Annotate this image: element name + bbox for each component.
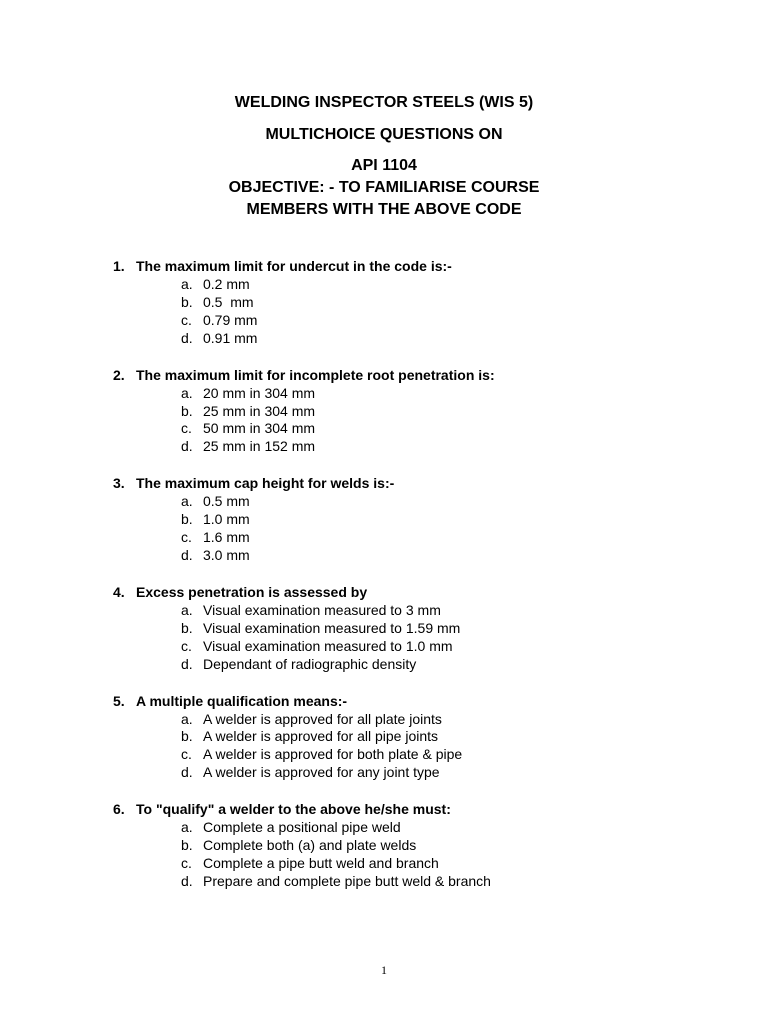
option-text: 0.5 mm: [203, 293, 254, 310]
option-letter: a.: [181, 493, 193, 510]
option-letter: a.: [181, 819, 193, 836]
option-text: A welder is approved for all plate joints: [203, 710, 442, 727]
question-number: 3.: [113, 475, 125, 492]
option-letter: a.: [181, 710, 193, 727]
option-list: [113, 493, 713, 565]
option-text: Complete both (a) and plate welds: [203, 837, 417, 854]
option-c: [113, 855, 713, 873]
option-a: [113, 385, 713, 403]
objective-line-1: OBJECTIVE: - TO FAMILIARISE COURSE: [228, 179, 540, 196]
option-text: 50 mm in 304 mm: [203, 420, 316, 437]
option-a: [113, 711, 713, 729]
question-number: 1.: [113, 258, 125, 274]
question-text: To "qualify" a welder to the above he/she must:: [136, 801, 451, 818]
question-text: The maximum limit for undercut in the code is:-: [136, 258, 452, 274]
question-1: [113, 256, 713, 348]
option-a: [113, 276, 713, 294]
option-text: 0.5 mm: [203, 493, 250, 510]
option-letter: b.: [181, 728, 193, 745]
option-letter: b.: [181, 402, 193, 419]
option-letter: c.: [181, 311, 192, 328]
option-list: [113, 819, 713, 891]
option-text: Visual examination measured to 1.0 mm: [203, 637, 453, 654]
option-list: [113, 711, 713, 783]
question-2: [113, 365, 713, 457]
question-heading: [113, 799, 713, 819]
option-text: Complete a pipe butt weld and branch: [203, 854, 439, 871]
option-text: 20 mm in 304 mm: [203, 384, 316, 401]
option-text: 0.79 mm: [203, 311, 258, 328]
option-text: 25 mm in 304 mm: [203, 402, 316, 419]
option-a: [113, 819, 713, 837]
option-d: [113, 764, 713, 782]
option-c: [113, 420, 713, 438]
option-text: 1.0 mm: [203, 511, 250, 528]
option-b: [113, 620, 713, 638]
option-c: [113, 529, 713, 547]
option-text: A welder is approved for both plate & pipe: [203, 746, 463, 763]
option-text: Visual examination measured to 1.59 mm: [203, 619, 461, 636]
question-4: [113, 582, 713, 674]
option-b: [113, 294, 713, 312]
option-d: [113, 656, 713, 674]
question-heading: [113, 691, 713, 711]
question-text: Excess penetration is assessed by: [136, 583, 368, 600]
option-letter: d.: [181, 438, 193, 455]
option-d: [113, 330, 713, 348]
option-letter: d.: [181, 329, 193, 346]
option-list: [113, 276, 713, 348]
question-text: The maximum cap height for welds is:-: [136, 475, 395, 492]
option-letter: c.: [181, 854, 192, 871]
question-number: 5.: [113, 692, 125, 709]
option-letter: c.: [181, 420, 192, 437]
option-b: [113, 728, 713, 746]
option-b: [113, 511, 713, 529]
option-b: [113, 837, 713, 855]
question-heading: [113, 473, 713, 493]
question-text: A multiple qualification means:-: [136, 692, 348, 709]
option-letter: d.: [181, 655, 193, 672]
option-text: Complete a positional pipe weld: [203, 819, 401, 836]
option-c: [113, 638, 713, 656]
question-list: [113, 256, 713, 908]
objective-line-2: MEMBERS WITH THE ABOVE CODE: [246, 201, 522, 218]
document-title: WELDING INSPECTOR STEELS (WIS 5): [234, 94, 534, 111]
page-number: 1: [381, 963, 387, 977]
question-text: The maximum limit for incomplete root penetration is:: [136, 366, 495, 383]
option-letter: b.: [181, 837, 193, 854]
option-b: [113, 403, 713, 421]
option-text: 0.2 mm: [203, 276, 250, 292]
option-c: [113, 746, 713, 764]
option-text: Dependant of radiographic density: [203, 655, 417, 672]
option-text: Prepare and complete pipe butt weld & branch: [203, 872, 491, 889]
question-6: [113, 799, 713, 891]
option-letter: c.: [181, 746, 192, 763]
question-number: 4.: [113, 583, 125, 600]
option-letter: c.: [181, 637, 192, 654]
option-c: [113, 312, 713, 330]
document-subtitle: MULTICHOICE QUESTIONS ON: [265, 126, 503, 143]
option-list: [113, 385, 713, 457]
option-text: 0.91 mm: [203, 329, 258, 346]
question-heading: [113, 256, 713, 276]
option-letter: b.: [181, 293, 193, 310]
option-letter: c.: [181, 529, 192, 546]
option-letter: a.: [181, 601, 193, 618]
option-a: [113, 493, 713, 511]
option-letter: a.: [181, 384, 193, 401]
question-heading: [113, 582, 713, 602]
option-text: A welder is approved for all pipe joints: [203, 728, 439, 745]
option-letter: b.: [181, 511, 193, 528]
option-d: [113, 873, 713, 891]
option-list: [113, 602, 713, 674]
option-text: 3.0 mm: [203, 546, 250, 563]
option-text: 1.6 mm: [203, 529, 250, 546]
question-number: 2.: [113, 366, 125, 383]
option-letter: d.: [181, 764, 193, 781]
option-text: 25 mm in 152 mm: [203, 438, 316, 455]
question-5: [113, 691, 713, 783]
option-text: Visual examination measured to 3 mm: [203, 601, 441, 618]
option-d: [113, 547, 713, 565]
option-d: [113, 438, 713, 456]
option-a: [113, 602, 713, 620]
question-number: 6.: [113, 801, 125, 818]
option-text: A welder is approved for any joint type: [203, 764, 440, 781]
option-letter: d.: [181, 872, 193, 889]
question-3: [113, 473, 713, 565]
code-reference: API 1104: [351, 157, 417, 174]
option-letter: b.: [181, 619, 193, 636]
option-letter: a.: [181, 276, 193, 292]
option-letter: d.: [181, 546, 193, 563]
question-heading: [113, 365, 713, 385]
